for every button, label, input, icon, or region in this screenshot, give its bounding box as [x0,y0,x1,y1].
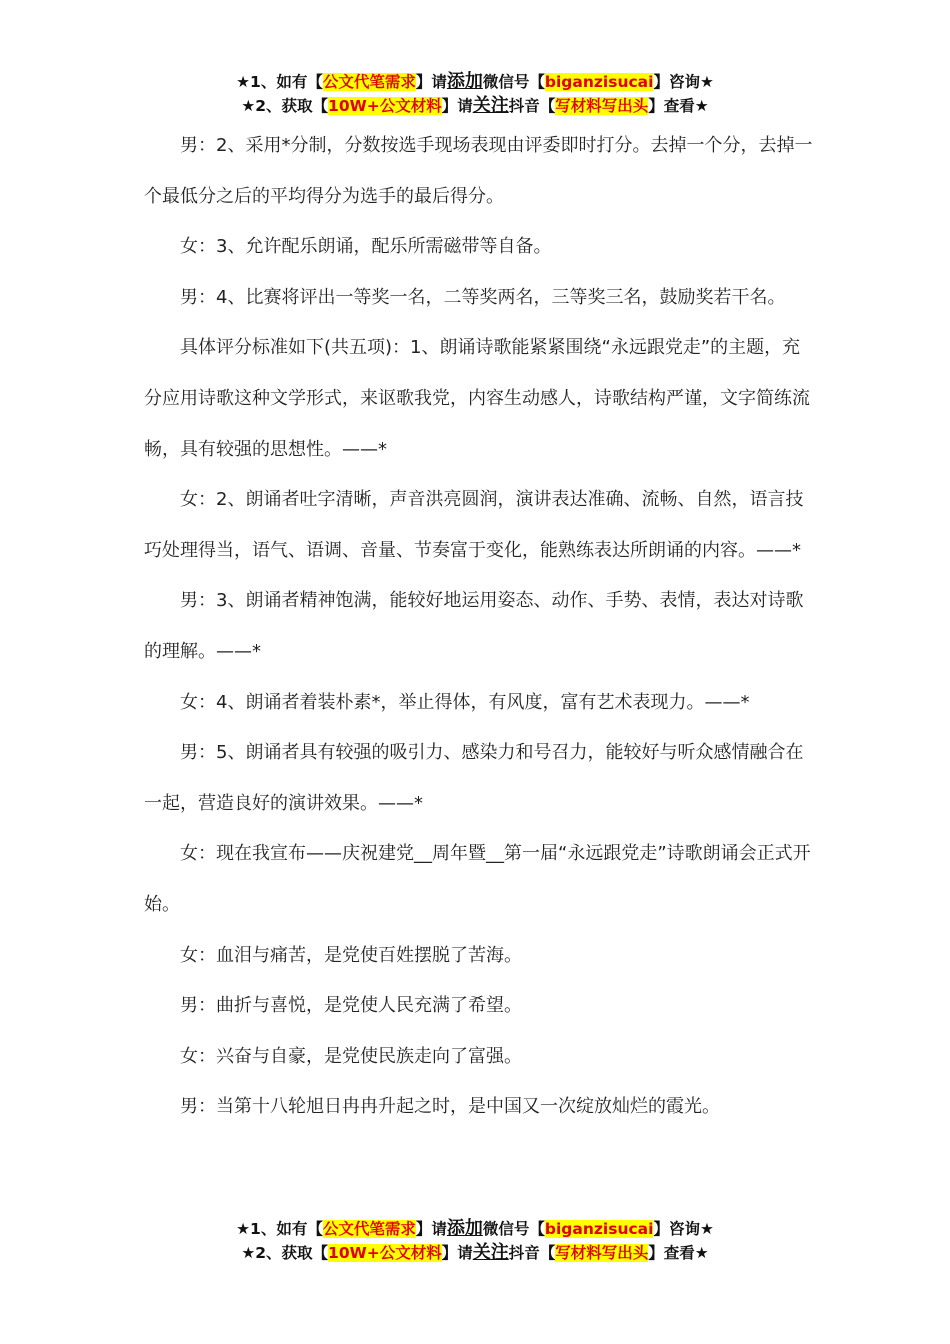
paragraph: 女：血泪与痛苦，是党使百姓摆脱了苦海。 [180,944,522,966]
document-body [144,121,816,1133]
paragraph: 具体评分标准如下(共五项)：1、朗诵诗歌能紧紧围绕“永远跟党走”的主题，充分应用诗歌这种文学形式，来讴歌我党，内容生动感人，诗歌结构严谨，文字简练流畅，具有较强的思想性。——* [144,337,810,460]
paragraph: 男：2、采用*分制，分数按选手现场表现由评委即时打分。去掉一个分，去掉一个最低分之后的平均得分为选手的最后得分。 [144,135,813,207]
banner-text: 】咨询★ [653,73,714,91]
paragraph: 男：4、比赛将评出一等奖一名，二等奖两名，三等奖三名，鼓励奖若干名。 [180,286,786,308]
banner-highlight-materials: 10W+公文材料 [328,97,442,115]
banner-text: 微信号【 [482,73,545,91]
footer-banner-line-2 [0,1241,950,1265]
paragraph: 男：曲折与喜悦，是党使人民充满了希望。 [180,995,522,1017]
banner-highlight-douyin-id: 写材料写出头 [555,97,649,115]
footer-banner [0,1217,950,1265]
paragraph: 男：当第十八轮旭日冉冉升起之时，是中国又一次绽放灿烂的霞光。 [180,1096,720,1118]
footer-banner-line-1 [0,1217,950,1241]
banner-text: 】查看★ [648,1244,709,1262]
banner-text: 1、如有【 [250,73,323,91]
paragraph: 男：3、朗诵者精神饱满，能较好地运用姿态、动作、手势、表情，表达对诗歌的理解。——* [144,590,804,662]
banner-text: 抖音【 [508,1244,556,1262]
banner-highlight-service: 公文代笔需求 [322,73,416,91]
banner-text: 】查看★ [648,97,709,115]
banner-highlight-materials: 10W+公文材料 [328,1244,442,1262]
paragraph: 女：4、朗诵者着装朴素*，举止得体，有风度，富有艺术表现力。——* [180,691,750,713]
banner-text: 微信号【 [482,1220,545,1238]
banner-emphasis: 关注 [472,95,509,116]
banner-emphasis: 添加 [446,1218,483,1239]
header-banner [0,70,950,118]
banner-text: 2、获取【 [255,97,329,115]
banner-emphasis: 关注 [472,1242,509,1263]
star-icon: ★ [236,1220,251,1238]
banner-text: 2、获取【 [255,1244,329,1262]
banner-highlight-douyin-id: 写材料写出头 [555,1244,649,1262]
banner-highlight-wechat-id: biganzisucai [544,1220,654,1238]
banner-text: 】咨询★ [653,1220,714,1238]
banner-text: 】请 [441,1244,473,1262]
banner-emphasis: 添加 [446,71,483,92]
header-banner-line-1 [0,70,950,94]
star-icon: ★ [241,97,256,115]
banner-text: 1、如有【 [250,1220,323,1238]
paragraph: 女：3、允许配乐朗诵，配乐所需磁带等自备。 [180,236,552,258]
banner-text: 】请 [441,97,473,115]
paragraph: 男：5、朗诵者具有较强的吸引力、感染力和号召力，能较好与听众感情融合在一起，营造良好的演讲效果。——* [144,742,804,814]
star-icon: ★ [241,1244,256,1262]
banner-text: 】请 [415,73,447,91]
header-banner-line-2 [0,94,950,118]
banner-text: 】请 [415,1220,447,1238]
paragraph: 女：兴奋与自豪，是党使民族走向了富强。 [180,1045,522,1067]
paragraph: 女：2、朗诵者吐字清晰，声音洪亮圆润，演讲表达准确、流畅、自然，语言技巧处理得当，语气、语调、音量、节奏富于变化，能熟练表达所朗诵的内容。——* [144,489,804,561]
banner-highlight-service: 公文代笔需求 [322,1220,416,1238]
star-icon: ★ [236,73,251,91]
banner-text: 抖音【 [508,97,556,115]
banner-highlight-wechat-id: biganzisucai [544,73,654,91]
paragraph: 女：现在我宣布——庆祝建党__周年暨__第一届“永远跟党走”诗歌朗诵会正式开始。 [144,843,811,915]
